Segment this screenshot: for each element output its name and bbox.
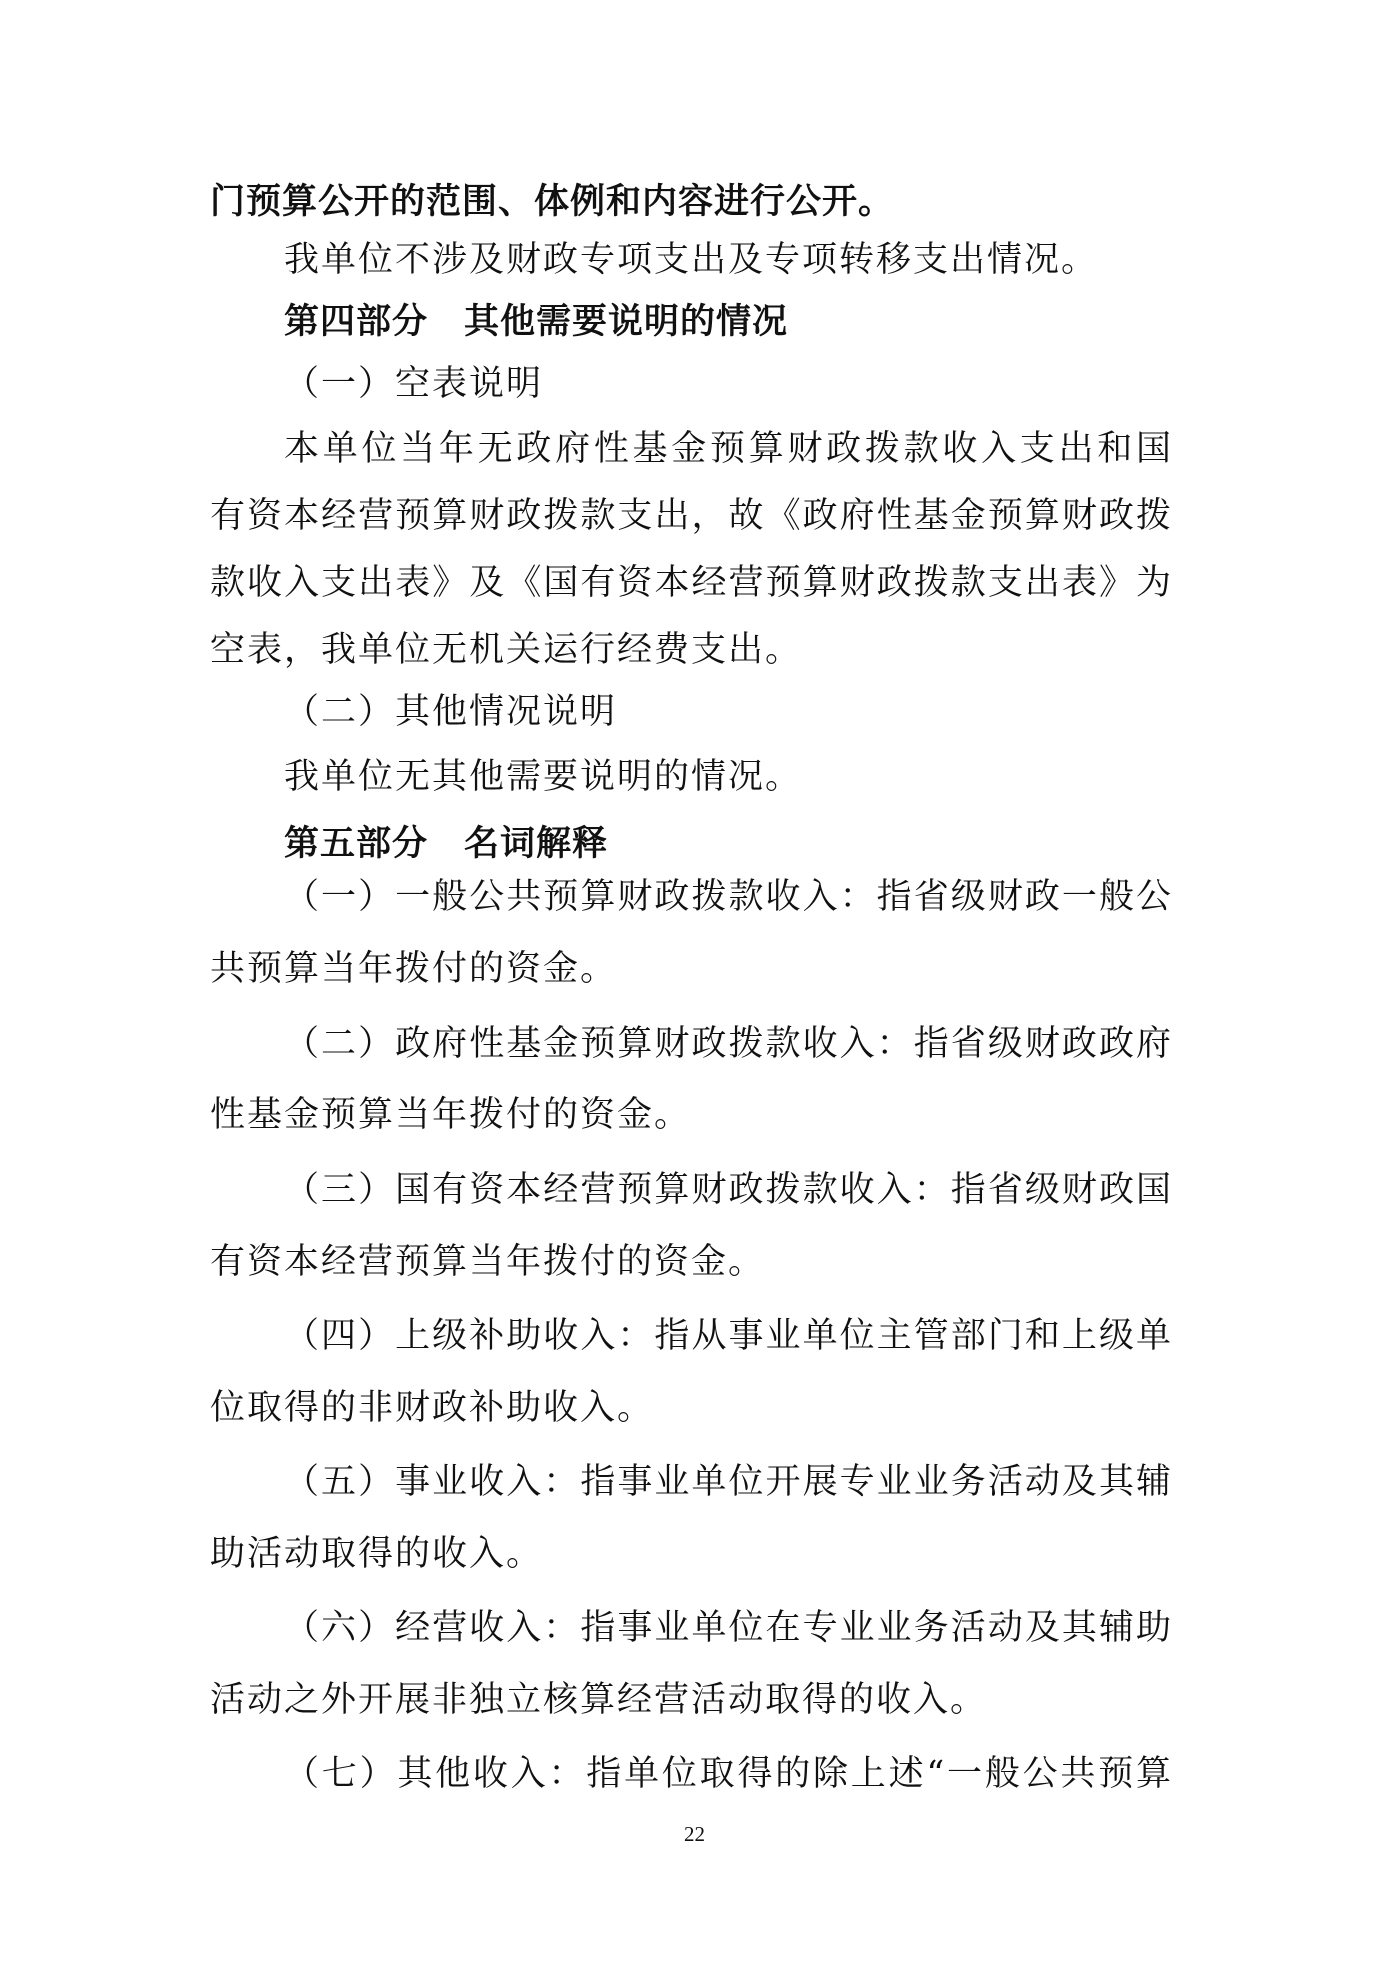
definition-line: 共预算当年拨付的资金。 xyxy=(210,949,618,989)
definition-line: 位取得的非财政补助收入。 xyxy=(210,1388,655,1428)
paragraph-line: 我单位无其他需要说明的情况。 xyxy=(284,757,803,797)
continued-paragraph-line: 门预算公开的范围、体例和内容进行公开。 xyxy=(210,182,895,222)
paragraph-line: 有资本经营预算财政拨款支出，故《政府性基金预算财政拨 xyxy=(210,496,1173,536)
paragraph-line: 我单位不涉及财政专项支出及专项转移支出情况。 xyxy=(284,240,1099,280)
subheading-empty-table-note: （一）空表说明 xyxy=(284,364,544,404)
definition-line: 活动之外开展非独立核算经营活动取得的收入。 xyxy=(210,1680,988,1720)
section-heading-part5: 第五部分 名词解释 xyxy=(284,824,609,864)
section-heading-part4: 第四部分 其他需要说明的情况 xyxy=(284,302,789,342)
paragraph-line: 本单位当年无政府性基金预算财政拨款收入支出和国 xyxy=(284,429,1173,469)
definition-line: （七）其他收入：指单位取得的除上述“一般公共预算 xyxy=(284,1754,1173,1794)
definition-line: （四）上级补助收入：指从事业单位主管部门和上级单 xyxy=(284,1316,1173,1356)
definition-line: （三）国有资本经营预算财政拨款收入：指省级财政国 xyxy=(284,1170,1173,1210)
definition-line: （一）一般公共预算财政拨款收入：指省级财政一般公 xyxy=(284,877,1173,917)
definition-line: 有资本经营预算当年拨付的资金。 xyxy=(210,1242,766,1282)
definition-line: 助活动取得的收入。 xyxy=(210,1534,544,1574)
definition-line: （五）事业收入：指事业单位开展专业业务活动及其辅 xyxy=(284,1462,1173,1502)
subheading-other-notes: （二）其他情况说明 xyxy=(284,692,618,732)
definition-line: 性基金预算当年拨付的资金。 xyxy=(210,1095,692,1135)
paragraph-line: 空表，我单位无机关运行经费支出。 xyxy=(210,630,803,670)
definition-line: （六）经营收入：指事业单位在专业业务活动及其辅助 xyxy=(284,1608,1173,1648)
definition-line: （二）政府性基金预算财政拨款收入：指省级财政政府 xyxy=(284,1024,1173,1064)
page-number: 22 xyxy=(684,1822,705,1846)
paragraph-line: 款收入支出表》及《国有资本经营预算财政拨款支出表》为 xyxy=(210,563,1173,603)
